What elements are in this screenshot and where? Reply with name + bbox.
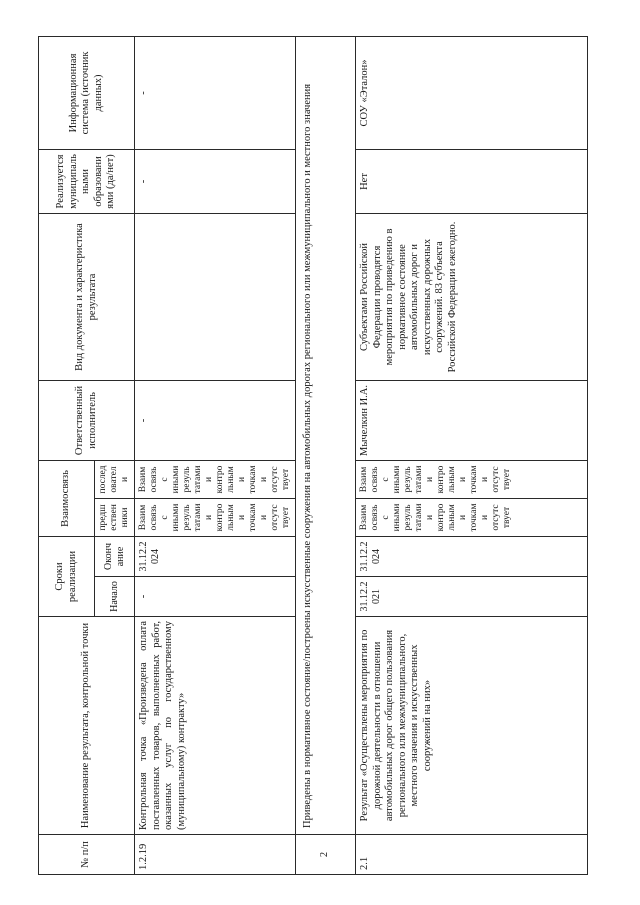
row-predecessors: Взаимосвязь с иными результатами и контрольными точками отсутствует [135, 498, 296, 536]
results-table [38, 36, 588, 875]
header-implemented: Реализуется муниципальными образованиями (да/нет) [39, 149, 135, 213]
table-row [356, 36, 588, 874]
row-responsible: - [135, 380, 296, 460]
header-end: Окончание [95, 536, 135, 576]
table-row [135, 36, 296, 874]
header-start: Начало [95, 577, 135, 617]
row-start: 31.12.2021 [356, 577, 588, 617]
row-end: 31.12.2024 [356, 536, 588, 576]
row-info: СОУ «Эталон» [356, 36, 588, 149]
header-links: Взаимосвязь [39, 460, 95, 536]
row-name: Контрольная точка «Произведена оплата поставленных товаров, выполненных работ, оказанных услуг по государственному (муниципальному) контракту» [135, 617, 296, 835]
row-implemented: - [135, 149, 296, 213]
header-responsible: Ответственный исполнитель [39, 380, 135, 460]
header-successors: последователи [95, 460, 135, 498]
header-deadlines: Сроки реализации [39, 536, 95, 616]
row-doc: Субъектами Российской Федерации проводятся мероприятия по приведению в нормативное состояние автомобильных дорог и искусственных дорожных сооружений. 83 субъекта Российской Федерации ежегодно. [356, 213, 588, 380]
row-implemented: Нет [356, 149, 588, 213]
row-responsible: Мычелкин И.А. [356, 380, 588, 460]
row-doc [135, 213, 296, 380]
row-num: 1.2.19 [135, 835, 296, 875]
section-text: Приведены в нормативное состояние/построены искусственные сооружения на автомобильных дорогах регионального или межмуниципального и местного значения [296, 36, 356, 834]
header-predecessors: предшественники [95, 498, 135, 536]
row-successors: Взаимосвязь с иными результатами и контрольными точками отсутствует [356, 460, 588, 498]
row-num: 2.1 [356, 835, 588, 875]
row-info: - [135, 36, 296, 149]
row-predecessors: Взаимосвязь с иными результатами и контрольными точками отсутствует [356, 498, 588, 536]
section-row [296, 36, 356, 874]
row-successors: Взаимосвязь с иными результатами и контрольными точками отсутствует [135, 460, 296, 498]
row-start: - [135, 577, 296, 617]
header-name: Наименование результата, контрольной точки [39, 617, 135, 835]
section-num: 2 [296, 835, 356, 875]
row-name: Результат «Осуществлены мероприятия по дорожной деятельности в отношении автомобильных дорог общего пользования регионального или межмуниципального, местного значения и искусственных сооружений на них» [356, 617, 588, 835]
row-end: 31.12.2024 [135, 536, 296, 576]
header-info: Информационная система (источник данных) [39, 36, 135, 149]
header-num: № п/п [39, 835, 135, 875]
header-doc: Вид документа и характеристика результата [39, 213, 135, 380]
